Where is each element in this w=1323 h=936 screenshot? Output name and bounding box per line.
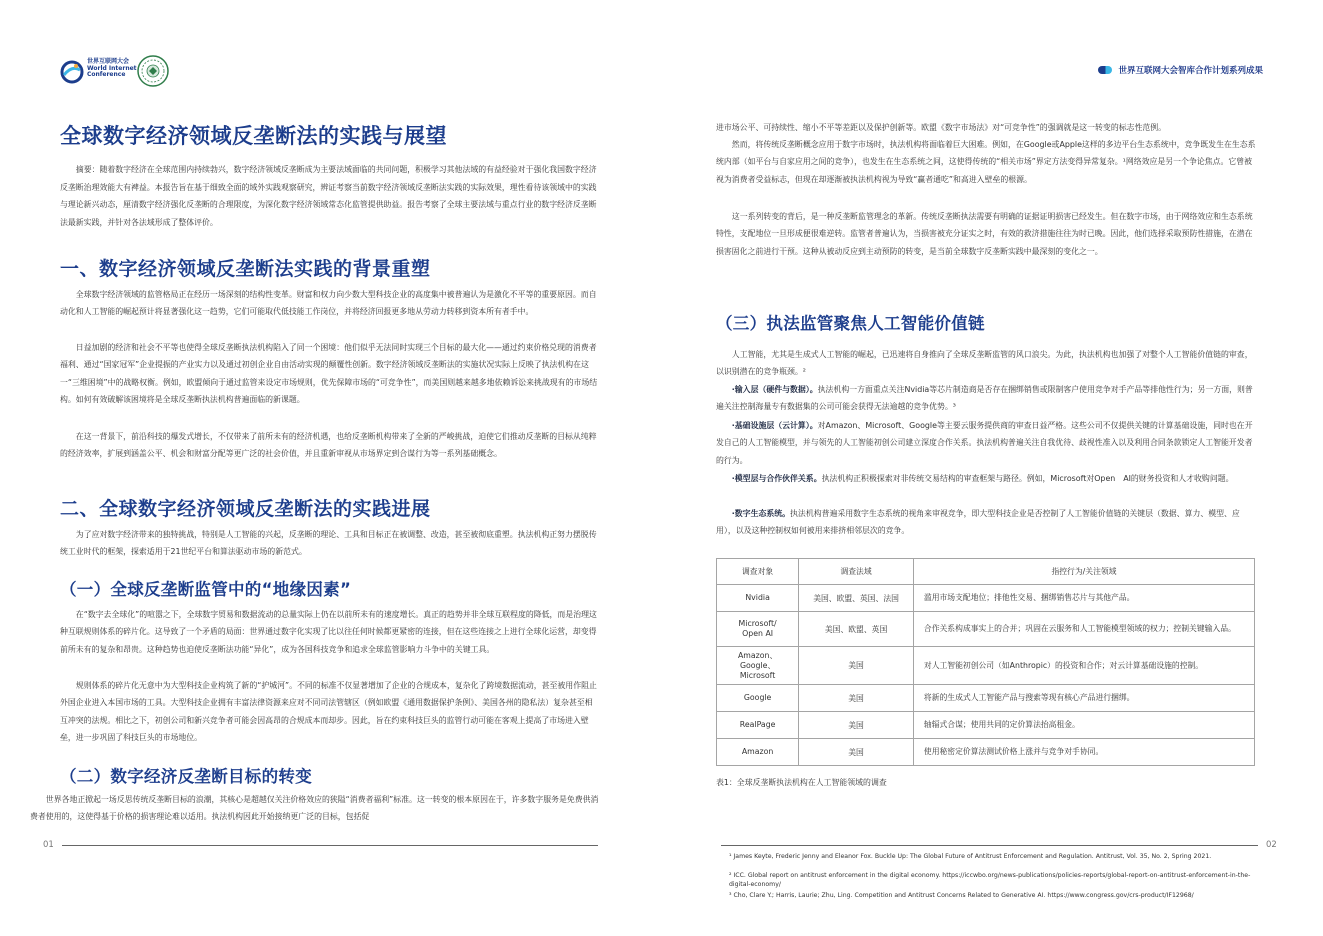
table-row [717,685,1255,712]
table-cell-jurisdiction: 美国 [799,739,914,766]
bullet-model-text: 执法机构正积极探索对非传统交易结构的审查框架与路径。例如，Microsoft对Open AI的财务投资和人才收购问题。 [821,474,1234,483]
table-cell-conduct: 将新的生成式人工智能产品与搜索等现有核心产品进行捆绑。 [913,685,1254,712]
table-header-row [717,559,1255,585]
subsection-2b-para-1: 世界各地正掀起一场反思传统反垄断目标的浪潮，其核心是超越仅关注价格效应的狭隘“消费者福利”标准。这一转变的根本原因在于，许多数字服务是免费供消费者使用的，这使得基于价格的损害理论难以适用。执法机构因此开始接纳更广泛的目标，包括促 [30,795,599,822]
table-row [717,612,1255,647]
section-1-para-1: 全球数字经济领域的监管格局正在经历一场深刻的结构性变革。财富和权力向少数大型科技企业的高度集中被普遍认为是激化不平等的重要原因。而自动化和人工智能的崛起预计将显著强化这一趋势，它们可能取代低技能工作岗位，并将经济回报更多地从劳动力转移到资本所有者手中。 [60,290,597,317]
page-number-left: 01 [43,840,54,850]
table-cell-jurisdiction: 美国 [799,685,914,712]
subsection-3-title: （三）执法监管聚焦人工智能价值链 [716,314,985,333]
continued-para: 进市场公平、可持续性、缩小不平等差距以及保护创新等。欧盟《数字市场法》对“可竞争性”的强调就是这一转变的标志性范例。 [716,123,1167,132]
table-cell-conduct: 对人工智能初创公司（如Anthropic）的投资和合作；对云计算基础设施的控制。 [913,647,1254,685]
footnote-3: ³ Cho, Clare Y.; Harris, Laurie; Zhu, Ling. Competition and Antitrust Concerns Related to Generative AI. https://www.congress.gov/crs-product/IF12968/ [729,892,1194,899]
series-pill-icon [1098,66,1112,74]
table-cell-conduct: 使用秘密定价算法测试价格上涨并与竞争对手协同。 [913,739,1254,766]
wic-logo [60,58,180,88]
org-name-en-1: World Internet [87,64,137,72]
ai-investigations-table [716,558,1255,766]
table-caption: 表1：全球反垄断执法机构在人工智能领域的调查 [716,778,887,787]
table-cell-target: Nvidia [717,585,799,612]
wic-emblem-icon [60,60,84,84]
left-page [0,0,661,936]
org-name-cn: 世界互联网大会 [87,58,130,65]
bullet-input-layer-label: ·输入层（硬件与数据）。 [731,385,818,394]
table-cell-target: Amazon、Google、Microsoft [717,647,799,685]
section-1-title: 一、数字经济领域反垄断法实践的背景重塑 [60,258,431,280]
abstract: 摘要：随着数字经济在全球范围内持续勃兴，数字经济领域反垄断成为主要法域面临的共同问题，积极学习其他法域的有益经验对于强化我国数字经济反垄断治理效能大有裨益。本报告旨在基于细致全面的域外实践观察研究，辨证考察当前数字经济领域反垄断法实践的实际效果，理性看待该领域中的实践与理论新兴动态，厘清数字经济强化反垄断的合理限度，为深化数字经济领域常态化监管提供助益。报告考察了全球主要法域与重点行业的数字经济反垄断法最新实践，并针对各法域形成了整体评价。 [60,165,597,227]
table-row [717,712,1255,739]
footnote-1: ¹ James Keyte, Frederic Jenny and Eleanor Fox. Buckle Up: The Global Future of Antitrust Enforcement and Regulation. Antitrust, Vol. 35, No. 2, Spring 2021. [729,853,1212,860]
footer-rule-left [62,845,598,846]
series-label: 世界互联网大会智库合作计划系列成果 [1118,66,1263,76]
bullet-input-layer [716,381,1256,417]
table-cell-target: Google [717,685,799,712]
partner-seal-icon [137,55,169,87]
table-row [717,647,1255,685]
section-2-para-1: 为了应对数字经济带来的独特挑战，特别是人工智能的兴起，反垄断的理论、工具和目标正在被调整、改造，甚至被彻底重塑。执法机构正努力摆脱传统工业时代的框架，探索适用于21世纪平台和算法驱动市场的新范式。 [60,530,597,557]
table-header-cell: 调查法域 [799,559,914,585]
subsection-2b-title: （二）数字经济反垄断目标的转变 [60,767,312,786]
table-header-cell: 调查对象 [717,559,799,585]
subsection-2a-title: （一）全球反垄断监管中的“地缘因素” [60,580,352,599]
table-cell-target: Microsoft/ Open AI [717,612,799,647]
table-row [717,585,1255,612]
table-cell-conduct: 滥用市场支配地位；排他性交易、捆绑销售芯片与其他产品。 [913,585,1254,612]
bullet-infrastructure-layer [716,417,1256,469]
bullet-infrastructure-text: 对Amazon、Microsoft、Google等主要云服务提供商的审查日益严格。这些公司不仅提供关键的计算基础设施，同时也在开发自己的人工智能模型，并与领先的人工智能初创公司建立深度合作关系。执法机构普遍关注自我优待、歧视性准入以及利用合同条款锁定人工智能开发者的行为。 [716,421,1253,465]
right-page [661,0,1323,936]
table-cell-jurisdiction: 美国、欧盟、英国 [799,612,914,647]
bullet-input-layer-text: 执法机构一方面重点关注Nvidia等芯片制造商是否存在捆绑销售或限制客户使用竞争对手产品等排他性行为；另一方面，则普遍关注控制海量专有数据集的公司可能会获得无法逾越的竞争优势。³ [716,385,1253,412]
table-cell-target: Amazon [717,739,799,766]
table-row [717,739,1255,766]
bullet-infrastructure-label: ·基础设施层（云计算）。 [731,421,818,430]
subsection-2a-para-2: 规则体系的碎片化无意中为大型科技企业构筑了新的“护城河”。不同的标准不仅显著增加了企业的合规成本，复杂化了跨境数据流动，甚至被用作阻止外国企业进入本国市场的工具。大型科技企业拥有丰富法律资源来应对不同司法管辖区（例如欧盟《通用数据保护条例》、美国各州的隐私法）复杂甚至相互冲突的法规。相比之下，初创公司和新兴竞争者可能会因高昂的合规成本而却步。因此，旨在约束科技巨头的监管行动可能在客观上提高了市场进入壁垒，进一步巩固了科技巨头的市场地位。 [60,681,597,743]
bullet-model-label: ·模型层与合作伙伴关系。 [731,474,822,483]
bullet-model-layer [716,470,1256,506]
section-1-para-2: 日益加剧的经济和社会不平等也使得全球反垄断执法机构陷入了同一个困境：他们似乎无法同时实现三个目标的最大化——通过约束价格兑现的消费者福利、通过“国家冠军”企业提振的产业实力以及通过初创企业自由活动实现的颠覆性创新。数字经济领域反垄断法的实施状况实际上反映了执法机构在这一“三维困境”中的战略权衡。例如，欧盟倾向于通过监管来设定市场规则，优先保障市场的“可竞争性”，而美国则越来越多地依赖诉讼来挑战现有的市场结构。如何有效破解该困境将是全球反垄断执法机构普遍面临的新课题。 [60,343,598,405]
bullet-ecosystem-text: 执法机构普遍采用数字生态系统的视角来审视竞争，即大型科技企业是否控制了人工智能价值链的关键层（数据、算力、模型、应用），以及这种控制权如何被用来排挤相邻层次的竞争。 [716,509,1240,536]
right-para-2: 然而，将传统反垄断概念应用于数字市场时，执法机构将面临着巨大困难。例如，在Google或Apple这样的多边平台生态系统中，竞争既发生在生态系统内部（如平台与自家应用之间的竞争），也发生在生态系统之间，这使得传统的“相关市场”界定方法变得异常复杂。¹网络效应是另一个争论焦点。它曾被视为消费者受益标志，但现在却逐渐被执法机构视为导致“赢者通吃”和高进入壁垒的根源。 [716,140,1256,184]
right-para-3: 这一系列转变的背后，是一种反垄断监管理念的革新。传统反垄断执法需要有明确的证据证明损害已经发生。但在数字市场，由于网络效应和生态系统特性，支配地位一旦形成便很难逆转。监管者普遍认为，当损害被充分证实之时，有效的救济措施往往为时已晚。因此，他们选择采取预防性措施，在潜在损害固化之前进行干预。这种从被动反应到主动预防的转变，是当前全球数字反垄断实践中最深刻的变化之一。 [716,212,1253,256]
section-2-title: 二、全球数字经济领域反垄断法的实践进展 [60,498,431,520]
table-cell-jurisdiction: 美国 [799,647,914,685]
table-cell-conduct: 合作关系构成事实上的合并；巩固在云服务和人工智能模型领域的权力；控制关键输入品。 [913,612,1254,647]
section-1-para-3: 在这一背景下，前沿科技的爆发式增长，不仅带来了前所未有的经济机遇，也给反垄断机构带来了全新的严峻挑战，迫使它们推动反垄断的目标从纯粹的经济效率，扩展到涵盖公平、机会和财富分配等更广泛的社会价值，并且重新审视从市场界定到合谋行为等一系列基础概念。 [60,432,597,459]
org-name-en-2: Conference [87,71,126,78]
footer-rule-right [721,845,1258,846]
page-number-right: 02 [1266,840,1277,850]
footnote-2: ² ICC. Global report on antitrust enforcement in the digital economy. https://iccwbo.org/news-publications/policies-reports/global-report-on-antitrust-enforcement-in-the-digital-economy/ [729,872,1251,888]
table-header-cell: 指控行为/关注领域 [913,559,1254,585]
series-tag [1098,64,1263,76]
subsection-2a-para-1: 在“数字去全球化”的喧嚣之下，全球数字贸易和数据流动的总量实际上仍在以前所未有的速度增长。真正的趋势并非全球互联程度的降低，而是治理这种互联规则体系的碎片化。这导致了一个矛盾的局面：世界通过数字化实现了比以往任何时候都更紧密的连接，但在这些连接之上进行全球化运营，却变得前所未有的复杂和昂贵。这种趋势也迫使反垄断法功能“异化”，成为各国科技竞争和追求全球监管影响力斗争中的关键工具。 [60,610,597,654]
table-cell-conduct: 轴辐式合谋；使用共同的定价算法抬高租金。 [913,712,1254,739]
subsection-3-para-1: 人工智能，尤其是生成式人工智能的崛起，已迅速将自身推向了全球反垄断监管的风口浪尖。为此，执法机构也加强了对整个人工智能价值链的审查，以识别潜在的竞争瓶颈。² [716,350,1253,377]
table-cell-jurisdiction: 美国 [799,712,914,739]
table-cell-jurisdiction: 美国、欧盟、英国、法国 [799,585,914,612]
report-title: 全球数字经济领域反垄断法的实践与展望 [60,124,447,148]
bullet-ecosystem-label: ·数字生态系统。 [731,509,791,518]
bullet-ecosystem [716,505,1256,541]
table-cell-target: RealPage [717,712,799,739]
